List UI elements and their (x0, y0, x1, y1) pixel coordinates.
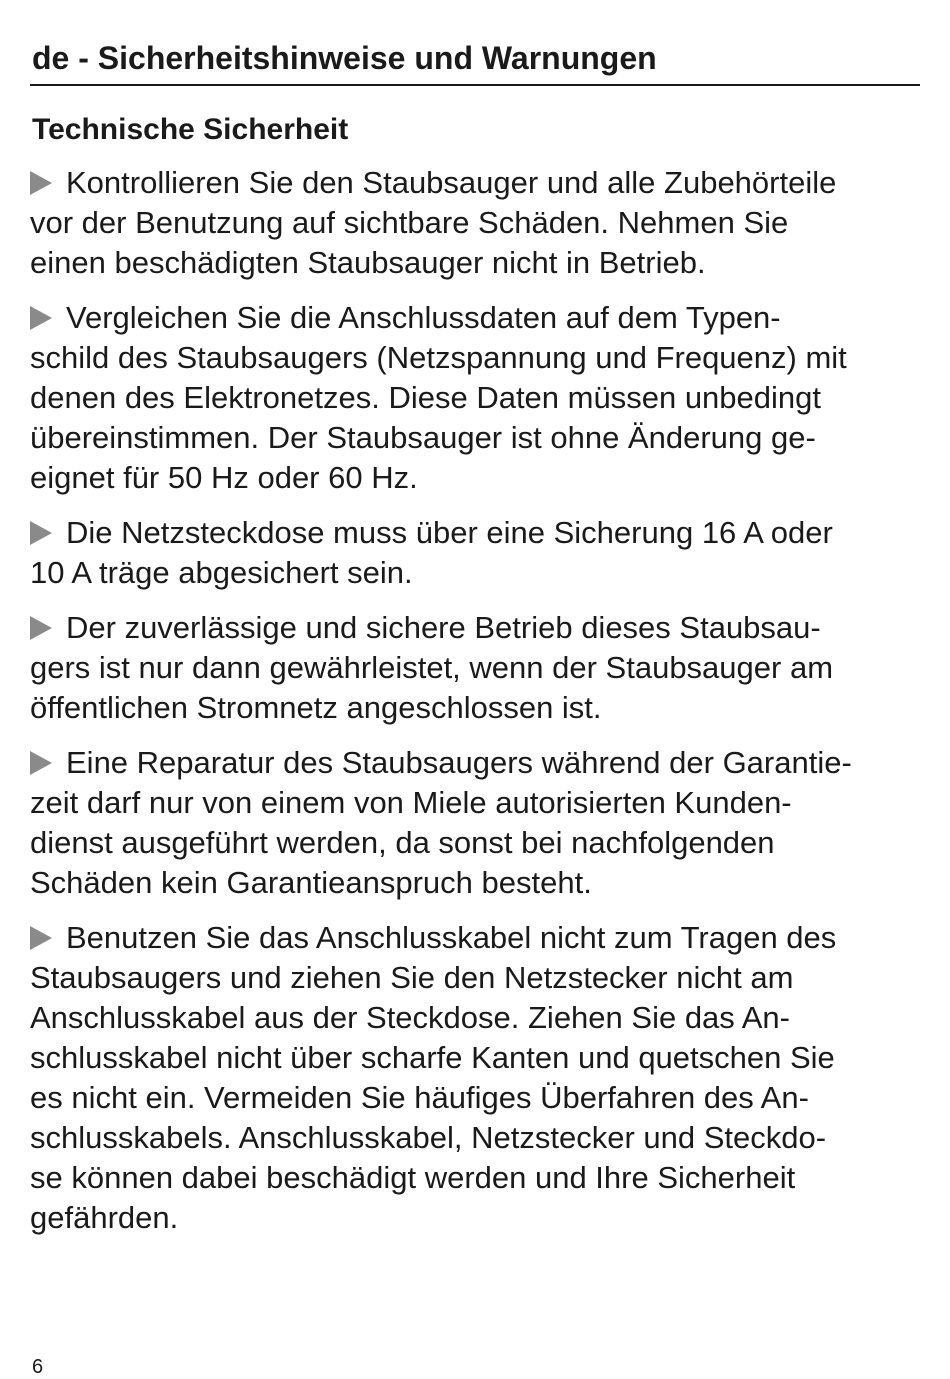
paragraph-line: 10 A träge abgesichert sein. (30, 555, 413, 590)
paragraph-line: Staubsaugers und ziehen Sie den Netzstecker nicht am (30, 960, 794, 995)
section-title: Technische Sicherheit (32, 113, 349, 146)
safety-paragraph-5 (30, 743, 920, 903)
safety-instructions (30, 163, 920, 1253)
paragraph-line (30, 918, 920, 958)
safety-paragraph-1 (30, 163, 920, 283)
paragraph-line (30, 743, 920, 783)
paragraph-line (30, 163, 920, 203)
paragraph-line: se können dabei beschädigt werden und Ihre Sicherheit (30, 1160, 796, 1195)
line-text: Eine Reparatur des Staubsaugers während der Garantie- (66, 745, 852, 780)
paragraph-line: einen beschädigten Staubsauger nicht in Betrieb. (30, 245, 706, 280)
safety-paragraph-4 (30, 608, 920, 728)
arrow-bullet-icon (30, 521, 52, 545)
page-header (30, 36, 920, 86)
paragraph-line: gers ist nur dann gewährleistet, wenn der Staubsauger am (30, 650, 834, 685)
paragraph-line: schild des Staubsaugers (Netzspannung und Frequenz) mit (30, 340, 847, 375)
paragraph-line (30, 608, 920, 648)
paragraph-line: zeit darf nur von einem von Miele autorisierten Kunden- (30, 785, 792, 820)
paragraph-line: öffentlichen Stromnetz angeschlossen ist. (30, 690, 602, 725)
arrow-bullet-icon (30, 171, 52, 195)
arrow-bullet-icon (30, 306, 52, 330)
paragraph-line: schlusskabel nicht über scharfe Kanten und quetschen Sie (30, 1040, 835, 1075)
paragraph-line: es nicht ein. Vermeiden Sie häufiges Überfahren des An- (30, 1080, 809, 1115)
paragraph-line: dienst ausgeführt werden, da sonst bei nachfolgenden (30, 825, 775, 860)
page-title: de - Sicherheitshinweise und Warnungen (32, 40, 657, 76)
arrow-bullet-icon (30, 926, 52, 950)
paragraph-line (30, 513, 920, 553)
arrow-bullet-icon (30, 751, 52, 775)
paragraph-line: eignet für 50 Hz oder 60 Hz. (30, 460, 418, 495)
paragraph-line: Schäden kein Garantieanspruch besteht. (30, 865, 592, 900)
paragraph-line: schlusskabels. Anschlusskabel, Netzstecker und Steckdo- (30, 1120, 827, 1155)
paragraph-line: übereinstimmen. Der Staubsauger ist ohne Änderung ge- (30, 420, 816, 455)
paragraph-line: vor der Benutzung auf sichtbare Schäden. Nehmen Sie (30, 205, 789, 240)
page-number: 6 (32, 1356, 44, 1378)
safety-paragraph-2 (30, 298, 920, 498)
safety-paragraph-6 (30, 918, 920, 1238)
paragraph-line: Anschlusskabel aus der Steckdose. Ziehen Sie das An- (30, 1000, 790, 1035)
manual-page (30, 0, 920, 1379)
paragraph-line: denen des Elektronetzes. Diese Daten müssen unbedingt (30, 380, 821, 415)
paragraph-line: gefährden. (30, 1200, 179, 1235)
arrow-bullet-icon (30, 616, 52, 640)
line-text: Die Netzsteckdose muss über eine Sicherung 16 A oder (66, 515, 833, 550)
paragraph-line (30, 298, 920, 338)
line-text: Der zuverlässige und sichere Betrieb dieses Staubsau- (66, 610, 821, 645)
safety-paragraph-3 (30, 513, 920, 593)
line-text: Kontrollieren Sie den Staubsauger und alle Zubehörteile (66, 165, 837, 200)
line-text: Vergleichen Sie die Anschlussdaten auf dem Typen- (66, 300, 781, 335)
line-text: Benutzen Sie das Anschlusskabel nicht zum Tragen des (66, 920, 837, 955)
